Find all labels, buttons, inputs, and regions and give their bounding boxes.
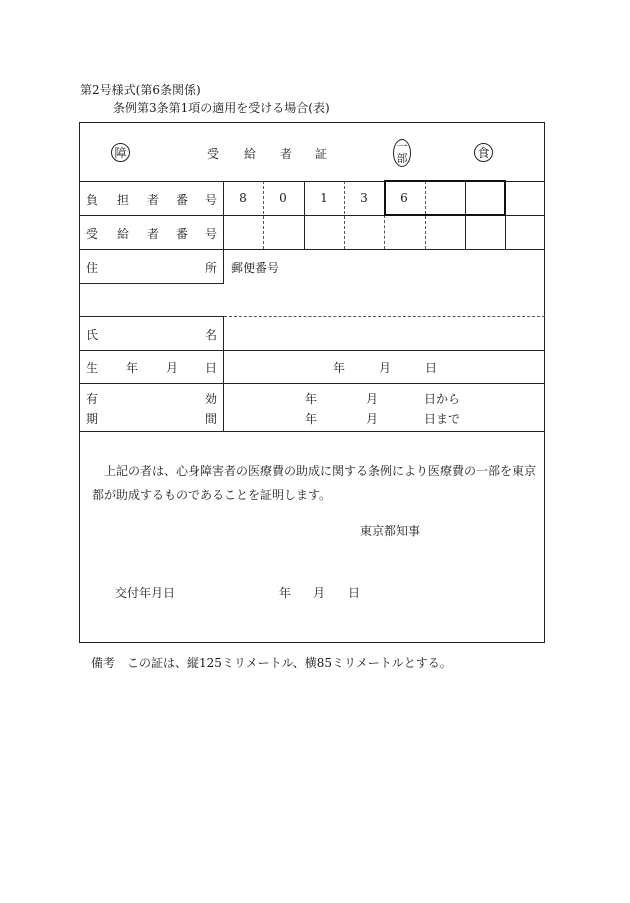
meal-mark-icon: 食 [474,143,493,162]
issue-month-unit: 月 [313,586,326,600]
issuer: 東京都知事 [360,524,421,538]
certification-text-line-1: 上記の者は、心身障害者の医療費の助成に関する条例により医療費の一部を東京 [104,464,537,478]
title-char-2: 給 [244,147,257,161]
payer-digit-1: 8 [239,191,247,205]
title-char-4: 証 [315,147,328,161]
payer-digit-3: 1 [320,191,328,205]
issue-date-label: 交付年月日 [115,586,176,600]
partial-mark-icon: 一 部 [393,139,411,167]
title-char-1: 受 [207,147,220,161]
postal-code-label: 郵便番号 [231,261,280,275]
size-note: 備考 この証は、縦125ミリメートル、横85ミリメートルとする。 [91,656,452,670]
payer-digit-4: 3 [360,191,368,205]
title-char-3: 者 [280,147,293,161]
disability-mark-icon: 障 [111,143,130,162]
certification-text-line-2: 都が助成するものであることを証明します。 [92,488,332,502]
form-number: 第2号様式(第6条関係) [80,83,201,97]
issue-day-unit: 日 [348,586,361,600]
payer-digit-5: 6 [400,191,408,205]
payer-digit-2: 0 [279,191,287,205]
issue-year-unit: 年 [279,586,292,600]
form-subtitle: 条例第3条第1項の適用を受ける場合(表) [113,101,330,115]
